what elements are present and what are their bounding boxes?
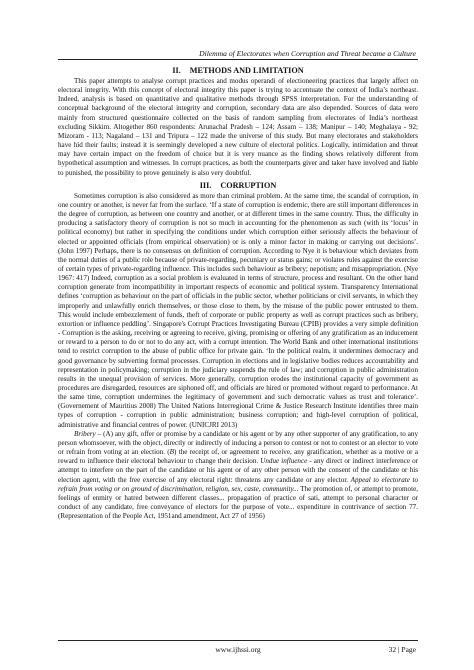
footer-url: www.ijhssi.org [215, 645, 261, 654]
undue-influence-term: Undue influence [260, 457, 308, 466]
bribery-text-a: – (A) any gift, offer or promise by a candidate or his agent or by any other supporter of any gratification, to any person whomsoever, with the object, directly or indirectly of inducing a person to contest or not to contest or an elector to vote or refrain from voting at an election. ( [58, 429, 418, 457]
bribery-text-b: ) the receipt of, or agreement to receive, any gratification, whether as a motive or a reward to influence their electoral behaviour to change their decision. [58, 448, 419, 466]
bribery-term: Bribery [74, 429, 96, 438]
appeal-text: The promotion of, or attempt to promote, feelings of enmity or hatred between different classes... propagation of practice of sati, attempt to personal character or conduct of any candidate, free conveyance of electors for the purpose of vote... expenditure in contrivance of section 77. (Representation of the People Act, 1951and amendment, Act 27 of 1956) [58, 484, 418, 521]
section-heading-methods [58, 66, 418, 76]
methods-paragraph: This paper attempts to analyse corrupt practices and modus operandi of electioneering practices that largely affect on electoral integrity. With this concept of electoral integrity this paper is trying to accentuate the context of India’s northeast. Indeed, analysis is based on quantitative and qualitative methods through SPSS interpretation. For the understanding of conceptual background of the electoral integrity and corruption, secondary data are also depended. Sources of data were mainly from structured questionnaire collected on the basis of random sampling from electorates of India’s northeast excluding Sikkim. Altogether 860 respondents: Arunachal Pradesh – 124; Assam – 138; Manipur – 140; Meghalaya - 92; Mizoram - 113; Nagaland – 131 and Tripura – 122 made the universe of this study. But many electorates and stakeholders have hid their faults; instead it is seemingly developed a new culture of electoral politics. Logically, intimidation and threat may have certain impact on the freedom of choice but it is very nuance as the finding shows relatively different from hypothetical assumption and witnesses. In corrupt practices, as both the counterparts giver and taker have involved and liable to punished, the possibility to prove genuinely is also very doubtful. [58, 77, 418, 177]
undue-influence-text: - any direct or indirect interference or attempt to interfere on the part of the candidate or his agent or of any other person with the consent of the candidate or his election agent, with the free exercise of any electoral right: threatens any candidate or any elector. [58, 457, 418, 484]
section-title: METHODS AND LIMITATION [189, 66, 304, 75]
page-number: 32 | Page [388, 645, 416, 654]
running-head: Dilemma of Electorates when Corruption and Threat became a Culture [199, 49, 416, 58]
bribery-paragraph [58, 430, 418, 522]
clause-letter: B [169, 448, 175, 457]
section-heading-corruption [58, 181, 418, 191]
section-number: II. [172, 66, 181, 75]
section-number: III. [199, 180, 212, 190]
header-rule [58, 59, 418, 60]
appeal-term: Appeal to electorate to refrain from voting or on ground of discrimination, religion, sex, caste, community... [58, 475, 418, 493]
article-body [58, 64, 418, 521]
footer-rule [58, 640, 418, 641]
section-title: CORRUPTION [220, 180, 277, 190]
corruption-paragraph: Sometimes corruption is also considered as more than criminal problem. At the same time, the scandal of corruption, in one country or another, is never far from the surface. ‘If a state of corruption is endemic, there are still important differences in the degree of corruption, as between one country and another, or at different times in the same country. Thus, the difficulty in producing a satisfactory theory of corruption is not so much in accounting for the phenomenon as such (with its ‘locus’ in political economy) but rather in specifying the conditions under which corruption either seriously affects the behaviour of elected or appointed officials (from empirical observation) or is only a minor factor in making or carrying out decisions’. (John 1997) Perhaps, there is no consensus on definition of corruption. According to Nye it is behaviour which deviates from the normal duties of a public role because of private-regarding, pecuniary or status gains; or violates rules against the exercise of certain types of private-regarding influence. This includes such behaviour as bribery; nepotism; and misappropriation. (Nye 1967: 417) Indeed, corruption as a social problem is evaluated in terms of structure, process and resultant. On the other hand corruption generate from incompatibility in important respects of economic and political system. Transparency International defines ‘corruption as behaviour on the part of officials in the public sector, whether politicians or civil servants, in which they improperly and unlawfully enrich themselves, or those close to them, by the misuse of the public power entrusted to them. This would include embezzlement of funds, theft of corporate or public property as well as corrupt practices such as bribery, extortion or influence peddling’. Singapore's Corrupt Practices Investigating Bureau (CPIB) provides a very simple definition - Corruption is the asking, receiving or agreeing to receive, giving, promising or offering of any gratification as an inducement or reward to a person to do or not to do any act, with a corrupt intention. The World Bank and other international institutions tend to restrict corruption to the abuse of public office for private gain. ‘In the political realm, it undermines democracy and good governance by subverting formal processes. Corruption in elections and in legislative bodies reduces accountability and representation in policymaking; corruption in the judiciary suspends the rule of law; and corruption in public administration results in the unequal provision of services. More generally, corruption erodes the institutional capacity of government as procedures are disregarded, resources are siphoned off, and officials are hired or promoted without regard to performance. At the same time, corruption undermines the legitimacy of government and such democratic values as trust and tolerance’. (Governement of Mauritius 2008) The United Nations Interregional Crime & Justice Research Institute identifies three main types of corruption - corruption in public administration; business corruption; and high-level corruption of political, administrative and financial centres of power. (UNICJRI 2013) [58, 191, 418, 429]
